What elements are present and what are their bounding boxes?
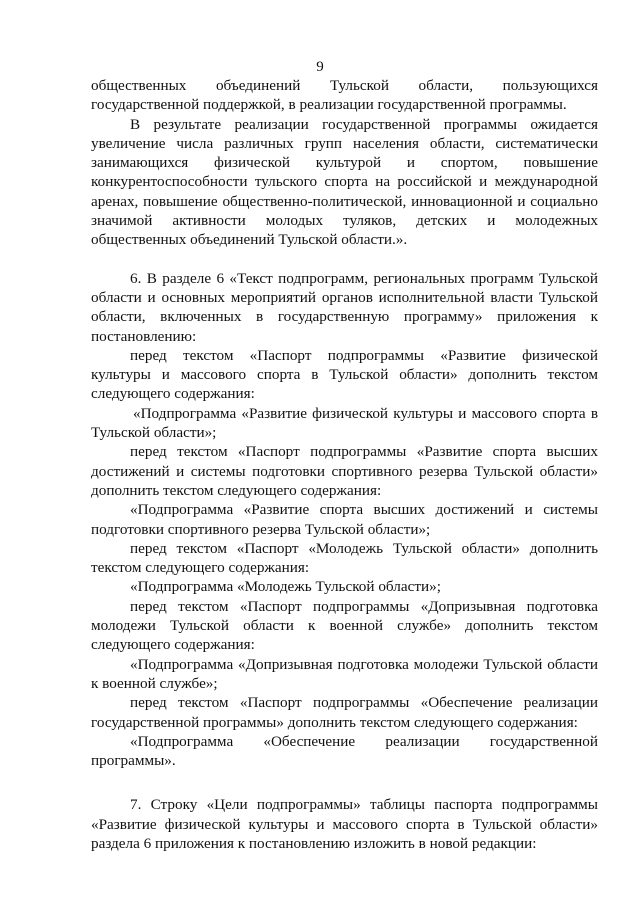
paragraph-insert-before-implementation: перед текстом «Паспорт подпрограммы «Обеспечение реализации государственной программы» дополнить текстом следующего содержания: [91, 694, 598, 731]
paragraph-subprogram-youth: «Подпрограмма «Молодежь Тульской области»; [130, 578, 441, 596]
paragraph-continuation: общественных объединений Тульской области, пользующихся государственной поддержкой, в реализации государственной программы. [91, 77, 598, 114]
paragraph-item-7: 7. Строку «Цели подпрограммы» таблицы паспорта подпрограммы «Развитие физической культуры и массового спорта в Тульской области» раздела 6 приложения к постановлению изложить в новой редакции: [91, 796, 598, 852]
paragraph-subprogram-high-achievements: «Подпрограмма «Развитие спорта высших достижений и системы подготовки спортивного резерва Тульской области»; [91, 501, 598, 538]
paragraph-insert-before-pre-conscription: перед текстом «Паспорт подпрограммы «Допризывная подготовка молодежи Тульской области к военной службе» дополнить текстом следующего содержания: [91, 597, 598, 654]
document-body [91, 76, 598, 853]
paragraph-insert-before-youth: перед текстом «Паспорт «Молодежь Тульской области» дополнить текстом следующего содержания: [91, 539, 598, 577]
paragraph-subprogram-physical-culture: «Подпрограмма «Развитие физической культуры и массового спорта в Тульской области»; [91, 404, 598, 442]
paragraph-item-6: 6. В разделе 6 «Текст подпрограмм, региональных программ Тульской области и основных мероприятий органов исполнительной власти Тульской области, включенных в государственную программу» приложения к постановлению: [91, 269, 598, 345]
paragraph-insert-before-physical-culture: перед текстом «Паспорт подпрограммы «Развитие физической культуры и массового спорта в Тульской области» дополнить текстом следующего содержания: [91, 346, 598, 403]
paragraph-insert-before-high-achievements: перед текстом «Паспорт подпрограммы «Развитие спорта высших достижений и системы подготовки спортивного резерва Тульской области» дополнить текстом следующего содержания: [91, 443, 598, 499]
paragraph-subprogram-pre-conscription: «Подпрограмма «Допризывная подготовка молодежи Тульской области к военной службе»; [91, 655, 598, 692]
paragraph-subprogram-implementation: «Подпрограмма «Обеспечение реализации государственной программы». [91, 732, 598, 770]
page-number: 9 [316, 59, 324, 75]
paragraph-expected-results: В результате реализации государственной программы ожидается увеличение числа различных групп населения области, систематически занимающихся физической культурой и спортом, повышение конкурентоспособности тульского спорта на российской и международной аренах, повышение общественно-политической, инновационной и социально значимой активности молодых туляков, детских и молодежных общественных объединений Тульской области.». [91, 115, 598, 249]
